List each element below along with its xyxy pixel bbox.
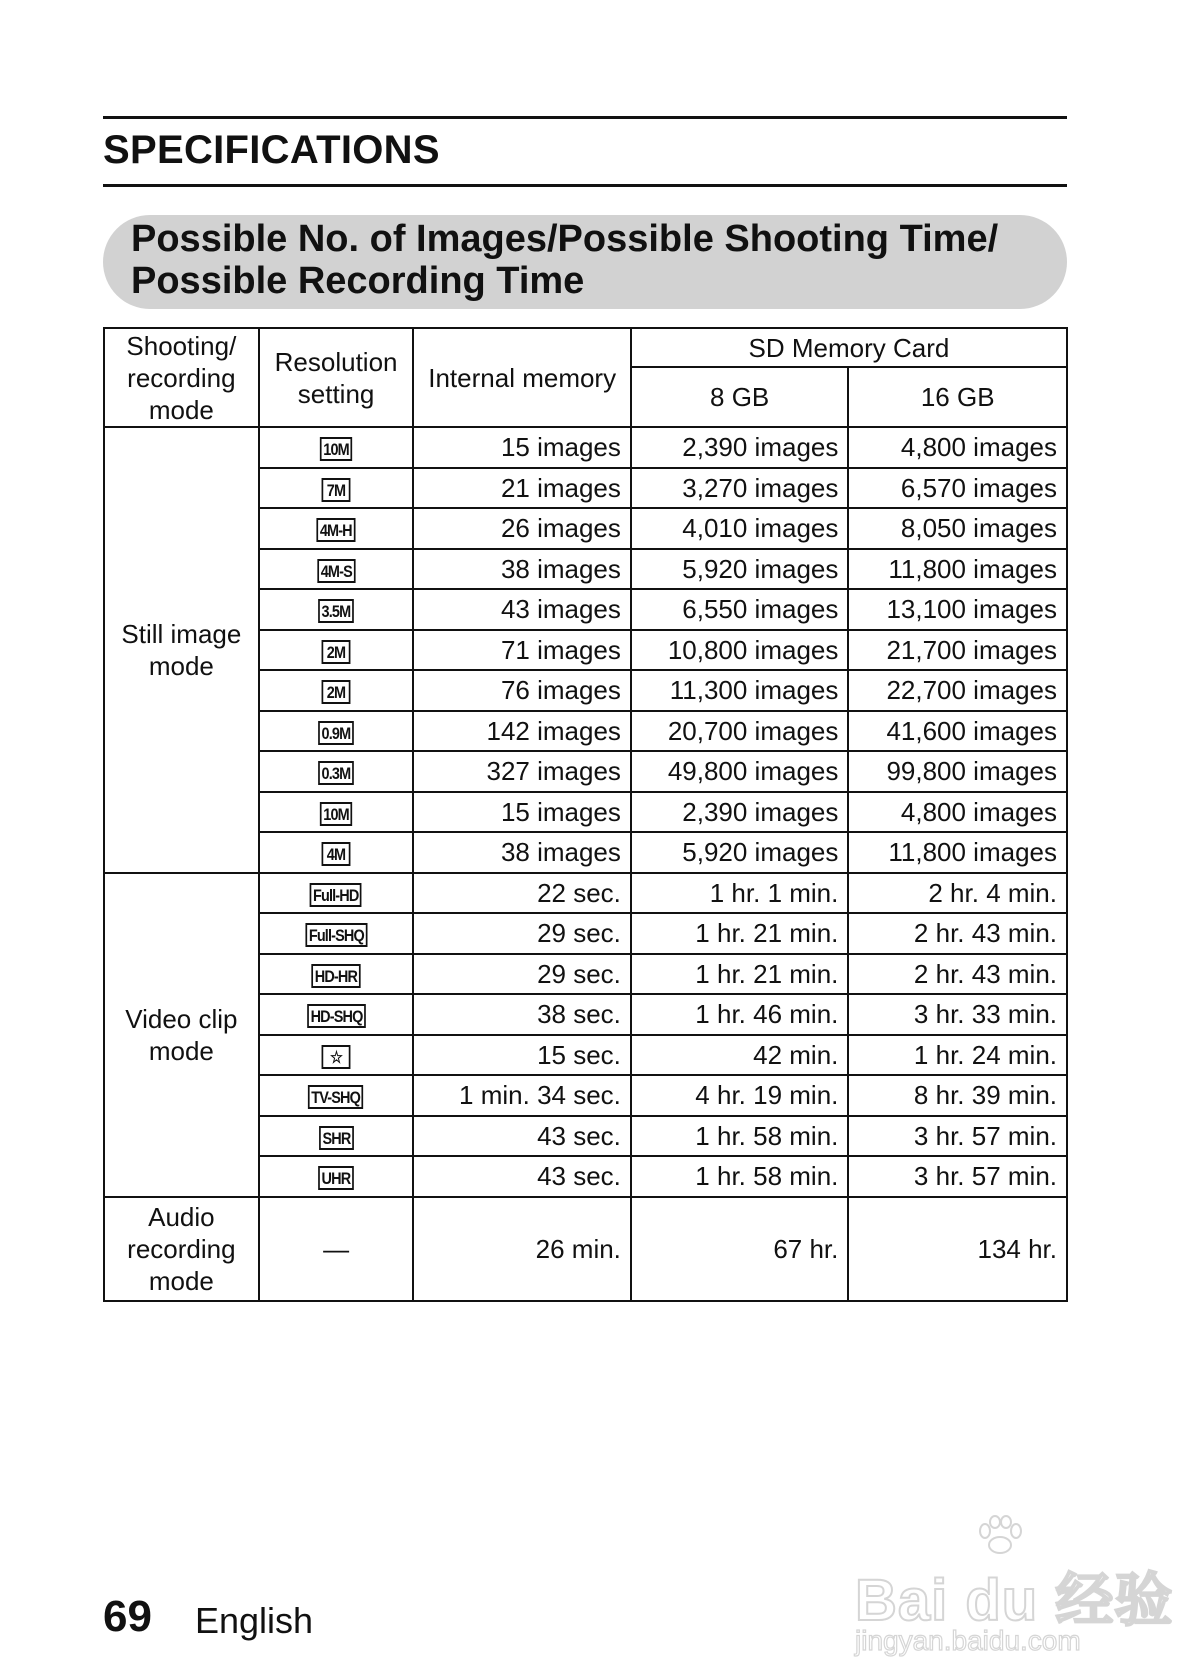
table-row: [104, 427, 1067, 468]
sd-8gb-cell: 3,270 images: [631, 468, 848, 509]
header-mode: Shooting/ recording mode: [104, 328, 259, 427]
internal-memory-cell: 29 sec.: [413, 954, 630, 995]
sd-16gb-cell: 11,800 images: [848, 832, 1067, 873]
mode-cell: Still image mode: [104, 427, 259, 873]
internal-memory-cell: 38 images: [413, 832, 630, 873]
resolution-icon: 3.5M: [318, 599, 354, 623]
resolution-cell: [259, 873, 414, 914]
mode-cell: Video clip mode: [104, 873, 259, 1197]
sd-16gb-cell: 3 hr. 57 min.: [848, 1156, 1067, 1197]
internal-memory-cell: 15 sec.: [413, 1035, 630, 1076]
internal-memory-cell: 29 sec.: [413, 913, 630, 954]
sd-8gb-cell: 11,300 images: [631, 670, 848, 711]
internal-memory-cell: 1 min. 34 sec.: [413, 1075, 630, 1116]
resolution-icon: HD-SHQ: [307, 1004, 366, 1028]
paw-icon: [975, 1515, 1025, 1555]
sd-16gb-cell: 4,800 images: [848, 792, 1067, 833]
sd-8gb-cell: 4 hr. 19 min.: [631, 1075, 848, 1116]
sd-8gb-cell: 6,550 images: [631, 589, 848, 630]
sd-16gb-cell: 13,100 images: [848, 589, 1067, 630]
resolution-icon: 4M: [322, 842, 351, 866]
top-rule: [103, 116, 1067, 119]
header-internal-memory: Internal memory: [413, 328, 630, 427]
sd-16gb-cell: 22,700 images: [848, 670, 1067, 711]
resolution-cell: [259, 670, 414, 711]
sd-16gb-cell: 99,800 images: [848, 751, 1067, 792]
sd-16gb-cell: 1 hr. 24 min.: [848, 1035, 1067, 1076]
page-number: 69: [103, 1592, 152, 1641]
sd-16gb-cell: 11,800 images: [848, 549, 1067, 590]
resolution-cell: [259, 1035, 414, 1076]
resolution-icon: 4M-S: [317, 559, 355, 583]
sd-8gb-cell: 20,700 images: [631, 711, 848, 752]
gb8-cell-audio: 67 hr.: [631, 1197, 848, 1301]
header-sd-card: SD Memory Card: [631, 328, 1067, 367]
resolution-cell: [259, 508, 414, 549]
watermark-brand: Bai du 经验: [855, 1568, 1174, 1633]
sd-8gb-cell: 5,920 images: [631, 549, 848, 590]
sd-8gb-cell: 2,390 images: [631, 427, 848, 468]
sd-16gb-cell: 4,800 images: [848, 427, 1067, 468]
resolution-icon: Full-SHQ: [305, 923, 367, 947]
resolution-cell: [259, 751, 414, 792]
internal-memory-cell: 43 images: [413, 589, 630, 630]
internal-memory-cell: 15 images: [413, 427, 630, 468]
sd-16gb-cell: 8 hr. 39 min.: [848, 1075, 1067, 1116]
table-row-audio: [104, 1197, 1067, 1301]
sd-8gb-cell: 42 min.: [631, 1035, 848, 1076]
resolution-icon: 10M: [320, 802, 352, 826]
header-8gb: 8 GB: [631, 367, 848, 427]
resolution-icon: 7M: [322, 478, 351, 502]
internal-memory-cell: 43 sec.: [413, 1116, 630, 1157]
resolution-icon: ☆: [322, 1045, 351, 1069]
internal-memory-cell: 76 images: [413, 670, 630, 711]
sd-8gb-cell: 2,390 images: [631, 792, 848, 833]
header-16gb: 16 GB: [848, 367, 1067, 427]
resolution-cell: [259, 549, 414, 590]
resolution-cell-audio: —: [259, 1197, 414, 1301]
sd-8gb-cell: 1 hr. 21 min.: [631, 954, 848, 995]
table-body: [104, 427, 1067, 1301]
sd-16gb-cell: 6,570 images: [848, 468, 1067, 509]
sd-8gb-cell: 49,800 images: [631, 751, 848, 792]
resolution-icon: 10M: [320, 437, 352, 461]
internal-cell-audio: 26 min.: [413, 1197, 630, 1301]
resolution-cell: [259, 1156, 414, 1197]
resolution-cell: [259, 427, 414, 468]
resolution-icon: 4M-H: [317, 518, 356, 542]
internal-memory-cell: 43 sec.: [413, 1156, 630, 1197]
sd-16gb-cell: 21,700 images: [848, 630, 1067, 671]
sd-16gb-cell: 2 hr. 43 min.: [848, 913, 1067, 954]
internal-memory-cell: 38 sec.: [413, 994, 630, 1035]
watermark-url: jingyan.baidu.com: [855, 1625, 1081, 1656]
resolution-cell: [259, 994, 414, 1035]
sd-8gb-cell: 1 hr. 58 min.: [631, 1116, 848, 1157]
resolution-icon: Full-HD: [310, 883, 362, 907]
resolution-cell: [259, 832, 414, 873]
sd-8gb-cell: 1 hr. 1 min.: [631, 873, 848, 914]
internal-memory-cell: 327 images: [413, 751, 630, 792]
internal-memory-cell: 71 images: [413, 630, 630, 671]
resolution-cell: [259, 1075, 414, 1116]
resolution-cell: [259, 792, 414, 833]
sd-8gb-cell: 5,920 images: [631, 832, 848, 873]
internal-memory-cell: 22 sec.: [413, 873, 630, 914]
resolution-icon: HD-HR: [312, 964, 361, 988]
subheading-line-1: Possible No. of Images/Possible Shooting Time/: [131, 218, 999, 260]
resolution-cell: [259, 630, 414, 671]
resolution-cell: [259, 913, 414, 954]
table-header: [104, 328, 1067, 427]
subheading-line-2: Possible Recording Time: [131, 260, 585, 302]
resolution-cell: [259, 468, 414, 509]
sd-8gb-cell: 10,800 images: [631, 630, 848, 671]
gb16-cell-audio: 134 hr.: [848, 1197, 1067, 1301]
sd-8gb-cell: 1 hr. 21 min.: [631, 913, 848, 954]
resolution-cell: [259, 589, 414, 630]
mode-cell-audio: Audio recording mode: [104, 1197, 259, 1301]
sd-16gb-cell: 3 hr. 33 min.: [848, 994, 1067, 1035]
resolution-cell: [259, 711, 414, 752]
resolution-icon: UHR: [318, 1166, 354, 1190]
internal-memory-cell: 26 images: [413, 508, 630, 549]
sd-8gb-cell: 4,010 images: [631, 508, 848, 549]
sd-8gb-cell: 1 hr. 46 min.: [631, 994, 848, 1035]
internal-memory-cell: 21 images: [413, 468, 630, 509]
title-underline-rule: [103, 184, 1067, 187]
header-resolution: Resolution setting: [259, 328, 414, 427]
sd-8gb-cell: 1 hr. 58 min.: [631, 1156, 848, 1197]
resolution-icon: 2M: [322, 680, 351, 704]
resolution-icon: 2M: [322, 640, 351, 664]
resolution-icon: 0.3M: [318, 761, 354, 785]
resolution-icon: TV-SHQ: [308, 1085, 364, 1109]
resolution-icon: SHR: [319, 1126, 354, 1150]
resolution-icon: 0.9M: [318, 721, 354, 745]
internal-memory-cell: 15 images: [413, 792, 630, 833]
page-language: English: [195, 1600, 314, 1641]
table-row: [104, 873, 1067, 914]
section-title: SPECIFICATIONS: [103, 128, 440, 172]
subheading-banner: [103, 215, 1067, 309]
sd-16gb-cell: 2 hr. 4 min.: [848, 873, 1067, 914]
resolution-cell: [259, 1116, 414, 1157]
sd-16gb-cell: 41,600 images: [848, 711, 1067, 752]
watermark: [855, 1515, 1174, 1665]
sd-16gb-cell: 3 hr. 57 min.: [848, 1116, 1067, 1157]
resolution-cell: [259, 954, 414, 995]
sd-16gb-cell: 8,050 images: [848, 508, 1067, 549]
internal-memory-cell: 38 images: [413, 549, 630, 590]
capacity-table: [103, 327, 1068, 1302]
internal-memory-cell: 142 images: [413, 711, 630, 752]
sd-16gb-cell: 2 hr. 43 min.: [848, 954, 1067, 995]
